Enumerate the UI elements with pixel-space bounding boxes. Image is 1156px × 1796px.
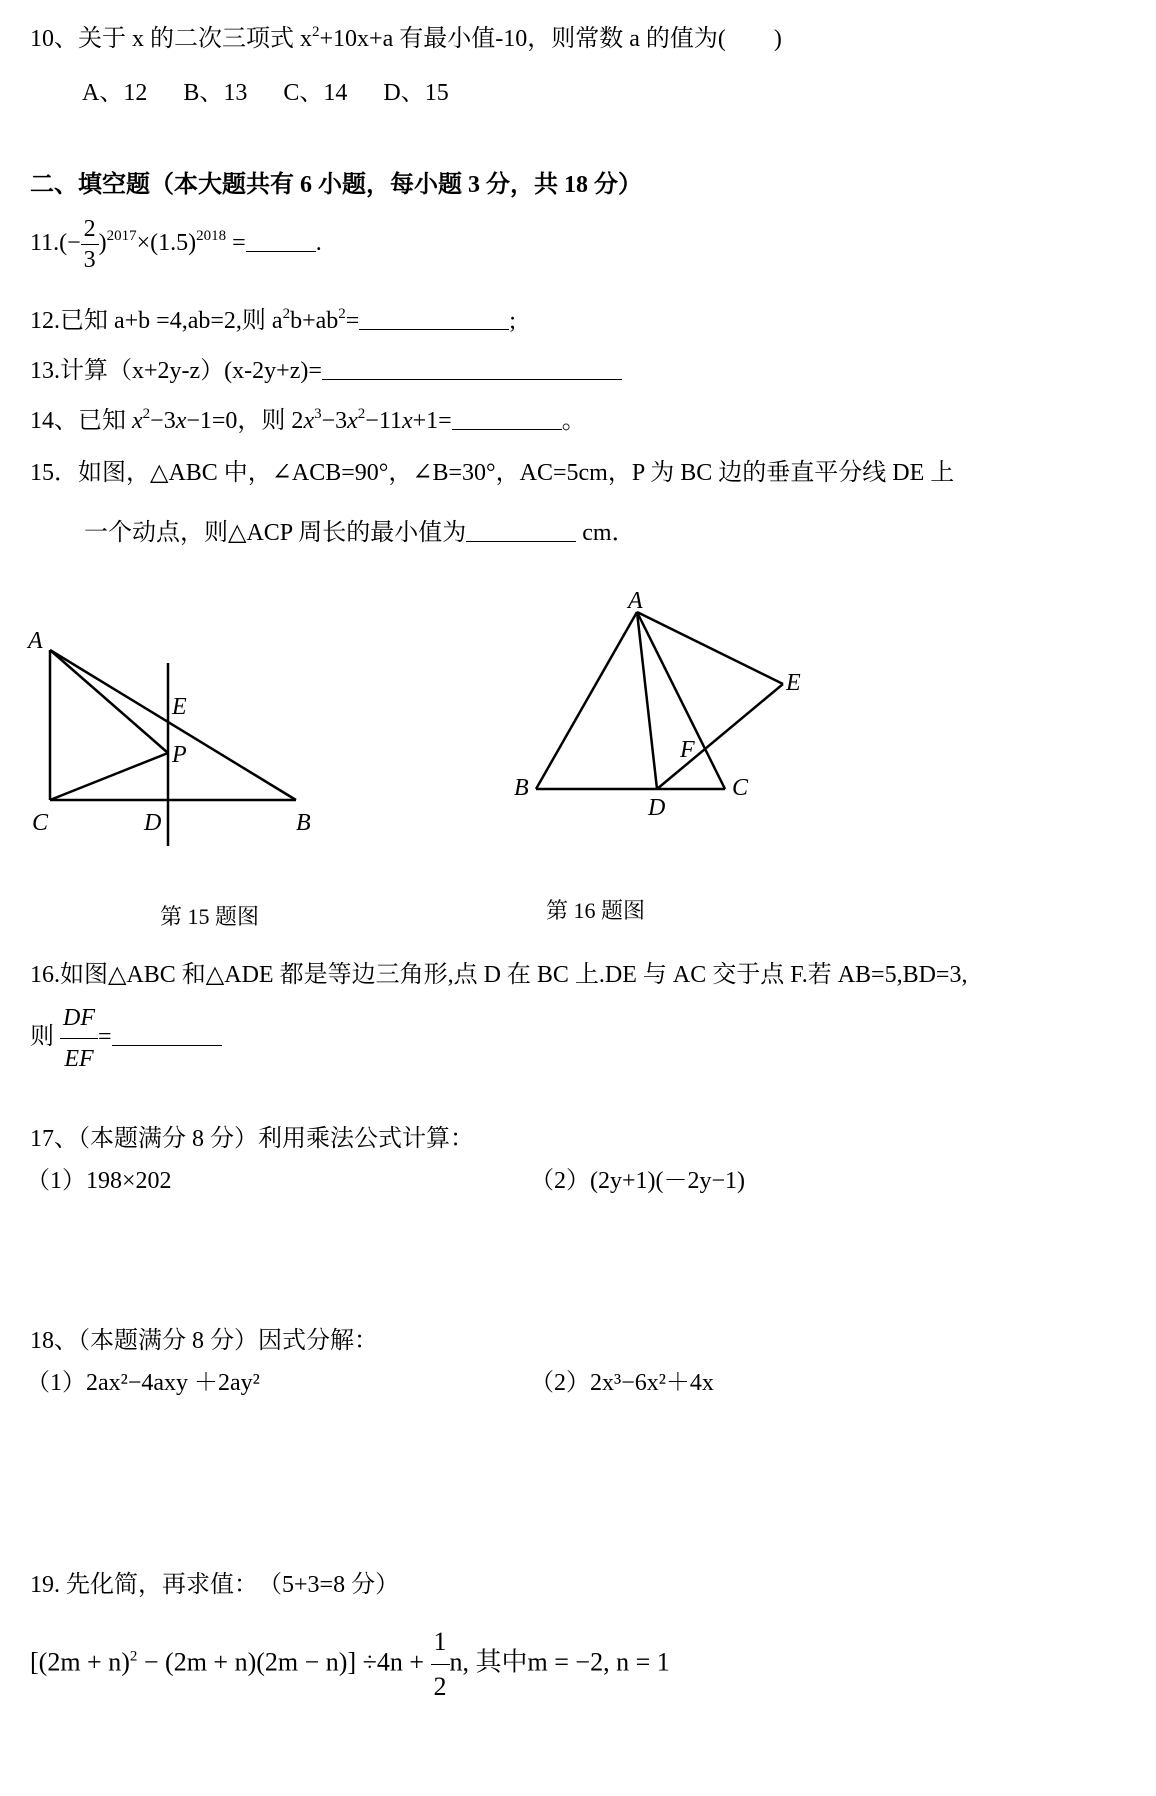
section-2-title: 二、填空题（本大题共有 6 小题，每小题 3 分，共 18 分） bbox=[30, 172, 642, 198]
fig15-label-b: B bbox=[296, 810, 311, 836]
q15-answer-blank[interactable] bbox=[466, 519, 576, 542]
fig16-caption: 第 16 题图 bbox=[546, 898, 646, 923]
q18-title: 18、（本题满分 8 分）因式分解： bbox=[30, 1328, 378, 1354]
fig16-segment-ad bbox=[637, 612, 657, 789]
q11-fraction: $\frac{2}{3}$ bbox=[81, 214, 99, 275]
q19-title: 19. 先化简，再求值： （5+3=8 分） bbox=[30, 1572, 400, 1598]
fig16-segment-ae bbox=[637, 612, 783, 684]
q10-option-a: A、12 bbox=[82, 80, 148, 106]
q10-stem: 10、关于 x 的二次三项式 $x^2+10x+a$ 有最小值-10，则常数 a 的值为( ) bbox=[30, 24, 782, 52]
fig15-label-d: D bbox=[144, 810, 162, 836]
fig15-segment-cp bbox=[50, 753, 168, 800]
q17-title: 17、（本题满分 8 分）利用乘法公式计算： bbox=[30, 1126, 474, 1152]
fig15-segment-ap bbox=[50, 650, 168, 753]
q17-part1: （1）198×202 bbox=[26, 1168, 172, 1194]
q16-answer-blank[interactable] bbox=[112, 1023, 222, 1046]
q12: 12.已知 a+b =4,ab=2,则 $a^2b+ab^2=$ ; bbox=[30, 306, 516, 334]
q18-part1: （1）2ax²−4axy ＋2ay² bbox=[26, 1370, 260, 1396]
q13-answer-blank[interactable] bbox=[322, 357, 622, 380]
q15-line1: 15．如图，△ABC 中，∠ACB=90°，∠B=30°，AC=5cm，P 为 BC 边的垂直平分线 DE 上 bbox=[30, 460, 955, 486]
q10-options bbox=[82, 78, 449, 108]
q16-line1: 16.如图△ABC 和△ADE 都是等边三角形,点 D 在 BC 上.DE 与 AC 交于点 F.若 AB=5,BD=3, bbox=[30, 962, 968, 988]
fig16-label-b: B bbox=[514, 775, 529, 801]
q13: 13.计算（x+2y-z）(x-2y+z)= bbox=[30, 356, 622, 386]
q18-part2: （2）2x³−6x²＋4x bbox=[530, 1370, 714, 1396]
q10-option-c: C、14 bbox=[283, 80, 348, 106]
q11: 11.(− $\frac{2}{3}$ )$^{2017}\times(1.5)^{2018}$ = . bbox=[30, 216, 322, 273]
fig16-label-f: F bbox=[680, 737, 695, 763]
fig16-label-c: C bbox=[732, 775, 749, 801]
fig16-label-a: A bbox=[628, 588, 643, 614]
fig16-label-d: D bbox=[648, 795, 666, 821]
q17-part2: （2）(2y+1)(－2y−1) bbox=[530, 1168, 746, 1194]
fig15-caption: 第 15 题图 bbox=[160, 904, 260, 929]
fig15-label-p: P bbox=[172, 742, 187, 768]
fig15-label-e: E bbox=[172, 694, 187, 720]
q19-fraction: $\frac{1}{2}$ bbox=[431, 1620, 450, 1709]
fig16-segment-ab bbox=[536, 612, 637, 789]
fig16-segment-de bbox=[657, 684, 783, 789]
figure-16 bbox=[500, 590, 820, 830]
fig15-segment-ab bbox=[50, 650, 296, 800]
q10-option-b: B、13 bbox=[183, 80, 248, 106]
fig16-label-e: E bbox=[786, 670, 801, 696]
q16-line2: 则 $\frac{DF}{EF}$ = bbox=[30, 998, 222, 1079]
q11-answer-blank[interactable] bbox=[246, 229, 316, 252]
q19-expression: $[(2m + n)^2 - (2m + n)(2m - n)] \div 4n$ + $\frac{1}{2}$ n, 其中m = −2, n = 1 bbox=[30, 1620, 670, 1709]
q16-fraction: $\frac{DF}{EF}$ bbox=[60, 998, 98, 1079]
fig15-label-c: C bbox=[32, 810, 49, 836]
q12-answer-blank[interactable] bbox=[359, 307, 509, 330]
q14-answer-blank[interactable] bbox=[452, 407, 562, 430]
figure-15 bbox=[20, 620, 340, 860]
q10-option-d: D、15 bbox=[383, 80, 449, 106]
q14: 14、已知 $x^2-3x-1=0$，则 $2x^3-3x^2-11x+1=$ 。 bbox=[30, 406, 586, 434]
q15-line2: 一个动点，则△ACP 周长的最小值为 cm． bbox=[84, 520, 636, 546]
fig15-label-a: A bbox=[28, 628, 43, 654]
